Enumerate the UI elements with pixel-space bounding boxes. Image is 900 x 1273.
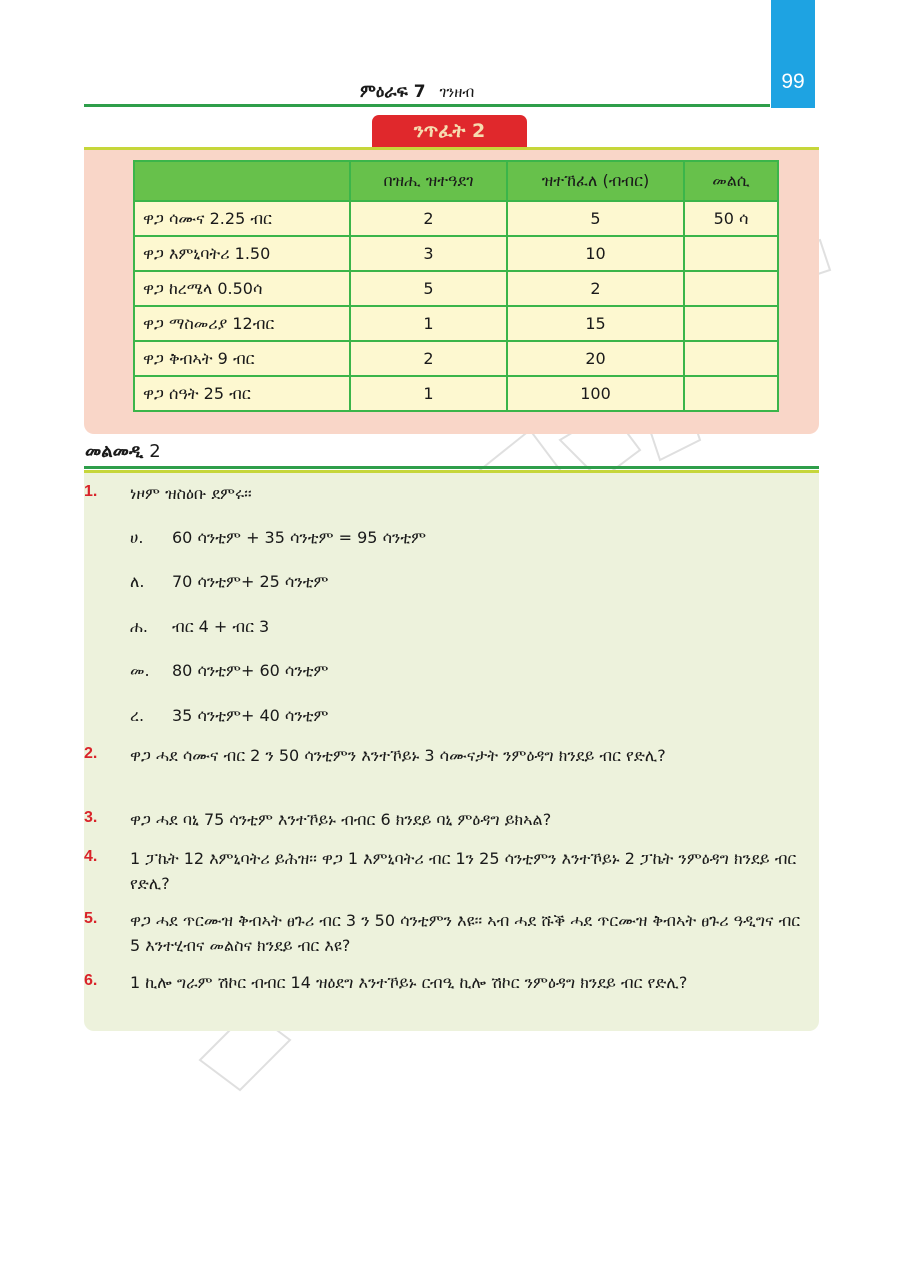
- table-row: [134, 376, 778, 411]
- sub-question-text: 60 ሳንቲም + 35 ሳንቲም = 95 ሳንቲም: [172, 528, 427, 547]
- unit-title: ምዕራፍ 7: [360, 82, 426, 102]
- table-cell-quantity: 2: [350, 201, 507, 236]
- question-text: 1 ፓኬት 12 እምኒባትሪ ይሕዝ፡፡ ዋጋ 1 እምኒባትሪ ብር 1ን 25 ሳንቲምን እንተኾይኑ 2 ፓኬት ንምዕዳግ ክንደይ ብር የድሊ?: [130, 849, 797, 893]
- sub-question-label: መ.: [130, 661, 150, 680]
- question-number: 3.: [84, 809, 98, 826]
- table-cell-quantity: 1: [350, 376, 507, 411]
- table-cell-item: ዋጋ ከረሜላ 0.50ሳ: [134, 271, 350, 306]
- table-cell-answer: [684, 271, 778, 306]
- table-cell-answer: 50 ሳ: [684, 201, 778, 236]
- table-cell-quantity: 1: [350, 306, 507, 341]
- table-cell-paid: 5: [507, 201, 684, 236]
- exercise-panel: [84, 147, 819, 434]
- table-row: [134, 201, 778, 236]
- table-cell-answer: [684, 376, 778, 411]
- table-cell-answer: [684, 341, 778, 376]
- question-number: 6.: [84, 972, 98, 989]
- practice-heading-number: 2: [149, 441, 161, 462]
- sub-question-label: ረ.: [130, 706, 145, 725]
- sub-question-text: ብር 4 + ብር 3: [172, 617, 270, 636]
- question-number: 1.: [84, 483, 98, 500]
- table-cell-item: ዋጋ ሳሙና 2.25 ብር: [134, 201, 350, 236]
- unit-subtitle: ገንዘብ: [439, 83, 475, 101]
- sub-question-text: 80 ሳንቲም+ 60 ሳንቲም: [172, 661, 329, 680]
- table-row: [134, 236, 778, 271]
- question-text: ነዞም ዝስዕቡ ደምሩ፡፡: [130, 484, 252, 503]
- exercise-tag: ንጥፈት 2: [372, 115, 527, 147]
- table-row: [134, 341, 778, 376]
- table-header-cell: [134, 161, 350, 201]
- table-header-cell: ዝተኸፈለ (ብብር): [507, 161, 684, 201]
- question-number: 2.: [84, 745, 98, 762]
- table-header-cell: በዝሒ ዝተዓደገ: [350, 161, 507, 201]
- table-header-row: [134, 161, 778, 201]
- sub-question-label: ለ.: [130, 572, 145, 591]
- question-number: 4.: [84, 848, 98, 865]
- question-text: 1 ኪሎ ግራም ሽኮር ብብር 14 ዝዕደግ እንተኾይኑ ርብዒ ኪሎ ሽኮር ንምዕዳግ ክንደይ ብር የድሊ?: [130, 973, 688, 992]
- table-header-cell: መልሲ: [684, 161, 778, 201]
- practice-heading-label: መልመዲ: [85, 441, 144, 462]
- sub-question-label: ሐ.: [130, 617, 148, 636]
- sub-question-label: ሀ.: [130, 528, 144, 547]
- table-cell-paid: 2: [507, 271, 684, 306]
- table-cell-answer: [684, 306, 778, 341]
- table-cell-quantity: 2: [350, 341, 507, 376]
- table-row: [134, 306, 778, 341]
- table-cell-quantity: 5: [350, 271, 507, 306]
- question-text: ዋጋ ሓደ ባኒ 75 ሳንቲም እንተኾይኑ ብብር 6 ክንደይ ባኒ ምዕዳግ ይክኣል?: [130, 810, 552, 829]
- practice-heading: [85, 441, 161, 462]
- table-cell-answer: [684, 236, 778, 271]
- table-row: [134, 271, 778, 306]
- exercise-panel-rule: [84, 147, 819, 150]
- sub-question-text: 35 ሳንቲም+ 40 ሳንቲም: [172, 706, 329, 725]
- question-text: ዋጋ ሓደ ሳሙና ብር 2 ን 50 ሳንቲምን እንተኾይኑ 3 ሳሙናታት ንምዕዳግ ክንደይ ብር የድሊ?: [130, 746, 666, 765]
- table-cell-item: ዋጋ ማስመሪያ 12ብር: [134, 306, 350, 341]
- table-cell-item: ዋጋ ቅብኣት 9 ብር: [134, 341, 350, 376]
- page-number: 99: [781, 70, 805, 93]
- table-cell-paid: 100: [507, 376, 684, 411]
- table-cell-quantity: 3: [350, 236, 507, 271]
- sub-question-text: 70 ሳንቲም+ 25 ሳንቲም: [172, 572, 329, 591]
- table-cell-paid: 15: [507, 306, 684, 341]
- question-text: ዋጋ ሓደ ጥርሙዝ ቅብኣት ፀጉሪ ብር 3 ን 50 ሳንቲምን እዩ፡፡ ኣብ ሓደ ሹቕ ሓደ ጥርሙዝ ቅብኣት ፀጉሪ ዓዲግና ብር 5 እንተሂብና መልስና ክንደይ ብር እዩ?: [130, 911, 801, 955]
- practice-rule: [84, 466, 819, 469]
- table-cell-item: ዋጋ እምኒባትሪ 1.50: [134, 236, 350, 271]
- price-table: [133, 160, 779, 412]
- table-cell-paid: 20: [507, 341, 684, 376]
- question-number: 5.: [84, 910, 98, 927]
- table-cell-paid: 10: [507, 236, 684, 271]
- table-cell-item: ዋጋ ሰዓት 25 ብር: [134, 376, 350, 411]
